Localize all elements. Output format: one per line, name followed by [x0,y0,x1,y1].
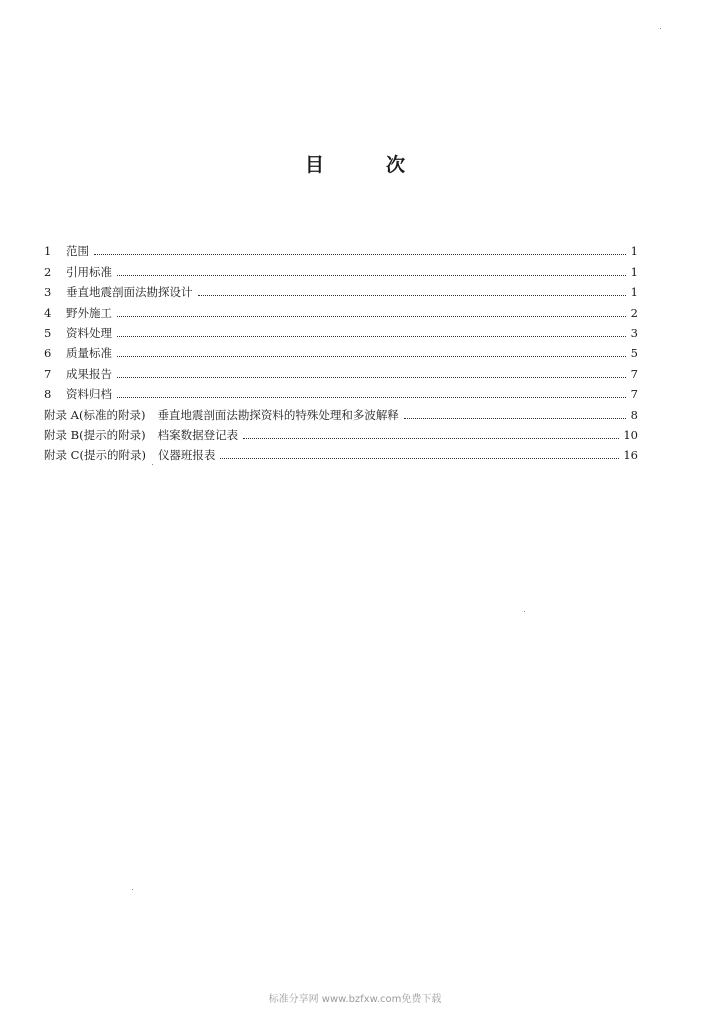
toc-item [44,238,638,258]
toc-item [44,401,638,421]
toc-page-number: 1 [630,285,638,300]
scan-speck [524,611,525,612]
toc-page-number: 2 [630,305,638,320]
toc-title: 质量标准 [66,346,112,361]
toc-title: 资料处理 [66,325,112,340]
toc-leader-dots [94,253,626,255]
toc-leader-dots [117,355,626,357]
scan-speck [152,464,153,465]
toc-item [44,299,638,319]
toc-item [44,360,638,380]
toc-item [44,442,638,462]
toc-title: 引用标准 [66,264,112,279]
page-title [0,150,710,177]
toc-title: 野外施工 [66,305,112,320]
toc-leader-dots [117,376,626,378]
toc-item [44,381,638,401]
toc-title: 垂直地震剖面法勘探设计 [66,285,193,300]
toc-number: 7 [44,366,52,381]
toc-number: 8 [44,387,52,402]
toc-page-number: 3 [630,325,638,340]
toc-item [44,422,638,442]
toc-item [44,320,638,340]
toc-leader-dots [243,437,619,439]
footer-watermark: 标准分享网 www.bzfxw.com免费下载 [268,994,442,1005]
toc-page-number: 8 [630,407,638,422]
table-of-contents [44,238,638,462]
toc-number: 4 [44,305,52,320]
toc-number: 6 [44,346,52,361]
toc-title: 档案数据登记表 [157,427,239,442]
toc-page-number: 7 [630,366,638,381]
toc-leader-dots [220,457,619,459]
toc-appendix-label: 附录 C(提示的附录) [44,448,146,463]
toc-page-number: 7 [630,387,638,402]
toc-title: 范围 [66,244,89,259]
toc-number: 1 [44,244,52,259]
toc-leader-dots [404,417,626,419]
toc-number: 2 [44,264,52,279]
toc-number: 3 [44,285,52,300]
title-char-1: 目 [304,154,324,176]
toc-appendix-label: 附录 A(标准的附录) [44,407,146,422]
toc-number: 5 [44,325,52,340]
toc-leader-dots [117,396,626,398]
toc-leader-dots [117,315,626,317]
toc-title: 仪器班报表 [157,448,216,463]
toc-title: 资料归档 [66,387,112,402]
toc-page-number: 16 [623,448,638,463]
title-char-2: 次 [386,154,406,176]
toc-leader-dots [117,335,626,337]
toc-page-number: 1 [630,264,638,279]
toc-item [44,279,638,299]
toc-item [44,258,638,278]
toc-item [44,340,638,360]
toc-leader-dots [198,294,627,296]
scan-speck [132,889,133,890]
toc-appendix-label: 附录 B(提示的附录) [44,427,146,442]
toc-page-number: 10 [623,427,638,442]
scan-speck [660,28,661,29]
toc-title: 垂直地震剖面法勘探资料的特殊处理和多波解释 [157,407,399,422]
toc-page-number: 5 [630,346,638,361]
toc-page-number: 1 [630,244,638,259]
toc-leader-dots [117,274,626,276]
toc-title: 成果报告 [66,366,112,381]
